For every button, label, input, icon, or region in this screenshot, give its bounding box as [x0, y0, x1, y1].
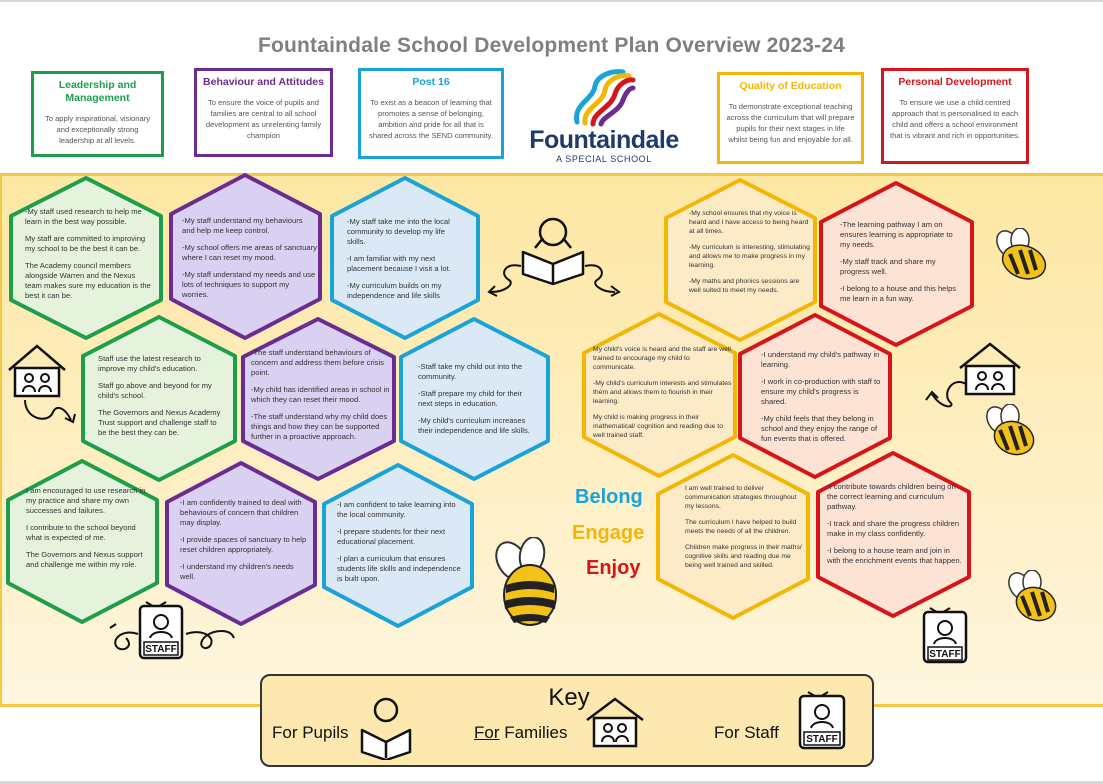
word-enjoy: Enjoy	[586, 557, 641, 579]
hex-y3-line3: Children make progress in their maths/ cognitive skills and reading due me being well trained and skilled.	[685, 544, 802, 569]
key-pupil-icon	[358, 694, 414, 760]
hex-g1-line1: -My staff used research to help me learn in the best way possible.	[25, 207, 142, 226]
hex-b3-line2: -I prepare students for their next educational placement.	[337, 527, 446, 546]
hex-g2-line3: The Governors and Nexus Academy Trust support and challenge staff to be the best they can be.	[98, 408, 221, 437]
word-belong: Belong	[575, 486, 643, 508]
page-title: Fountaindale School Development Plan Overview 2023-24	[257, 34, 846, 57]
hex-b1-line1: -My staff take me into the local community to develop my life skills.	[347, 217, 450, 246]
box-personal-text: To ensure we use a child centred approach that is personalised to each child and offers a school environment that is vibrant and rich in opportunities.	[890, 98, 1021, 140]
hex-b1-line2: -I am familiar with my next placement because I visit a lot.	[347, 254, 451, 273]
key-label-pupils: For Pupils	[272, 723, 349, 742]
bee-icon-top-right	[988, 228, 1052, 284]
key-staff-icon-label: STAFF	[806, 734, 838, 745]
hex-p2-line1: -The staff understand behaviours of concern and address them before crisis point.	[251, 348, 384, 377]
hex-r3-line1: -I contribute towards children being on the correct learning and curriculum pathway.	[827, 482, 956, 511]
key-family-icon	[584, 696, 646, 748]
box-post16-text: To exist as a beacon of learning that promotes a sense of belonging, ambition and pride for all that is shared across the SEND community.	[369, 98, 493, 140]
key-label-families	[474, 723, 568, 743]
hex-r1-line2: -My staff track and share my progress well.	[840, 257, 936, 276]
box-leadership-text: To apply inspirational, visionary and exceptionally strong leadership at all levels.	[44, 114, 151, 145]
family-house-icon-left	[5, 342, 81, 430]
hex-p3-line3: -I understand my children's needs well.	[180, 562, 294, 581]
hex-r3-line2: -I track and share the progress children make in my class confidently.	[827, 519, 960, 538]
hex-r1-line3: -I belong to a house and this helps me learn in a fun way.	[840, 284, 957, 303]
hex-b2-line3: -My child's curriculum increases their independence and life skills.	[418, 416, 530, 435]
hex-g2-line1: Staff use the latest research to improve my child's education.	[98, 354, 201, 373]
bee-icon-large	[484, 537, 574, 629]
hex-post16-families	[398, 316, 551, 482]
box-quality	[717, 72, 864, 164]
key-staff-icon	[796, 688, 848, 750]
hex-b3-line1: -I am confident to take learning into the local community.	[337, 500, 456, 519]
hex-quality-staff	[655, 452, 811, 621]
top-border	[0, 0, 1103, 2]
hex-g1-line2: My staff are committed to improving my school to be the best it can be.	[25, 234, 146, 253]
hex-p3-line2: -I provide spaces of sanctuary to help reset children appropriately.	[180, 535, 307, 554]
hex-p1-line3: -My staff understand my needs and use lots of techniques to support my worries.	[182, 270, 316, 299]
hex-personal-staff	[815, 450, 972, 619]
hex-r1-line1: -The learning pathway I am on ensures learning is appropriate to my needs.	[840, 220, 953, 249]
hex-g3-line3: The Governors and Nexus support and challenge me within my role.	[26, 550, 143, 569]
box-leadership-title: Leadership and Management	[58, 79, 137, 104]
bee-icon-middle-right	[980, 404, 1040, 460]
hex-b2-line1: -Staff take my child out into the community.	[418, 362, 523, 381]
hex-y3-line1: I am well trained to deliver communication strategies throughout my lessons.	[685, 485, 797, 510]
staff-badge-icon-left	[106, 598, 242, 662]
box-behaviour-text: To ensure the voice of pupils and families are central to all school development as unrelenting family champion	[205, 98, 322, 140]
hex-p1-line2: -My school offers me areas of sanctuary where I can reset my mood.	[182, 243, 317, 262]
key-label-staff: For Staff	[714, 723, 779, 742]
hex-y2-line3: My child is making progress in their mathematical/ cognition and reading due to well trained staff.	[593, 414, 723, 439]
hex-p2-line3: -The staff understand why my child does things and how they can be supported further in a proactive approach.	[251, 412, 388, 441]
hex-b3-line3: -I plan a curriculum that ensures students life skills and independence is built upon.	[337, 554, 461, 583]
key-label-families-word: Families	[499, 723, 568, 742]
box-personal-title: Personal Development	[898, 76, 1012, 88]
hex-g3-line2: I contribute to the school beyond what is expected of me.	[26, 523, 136, 542]
hex-y3-line2: The curriculum I have helped to build meets the needs of all the children.	[685, 519, 797, 535]
hex-y1-line2: -My curriculum is interesting, stimulating and allows me to make progress in my learning.	[689, 244, 810, 269]
key-title: Key	[548, 684, 590, 711]
hex-g2-line2: Staff go above and beyond for my child's school.	[98, 381, 212, 400]
box-quality-title: Quality of Education	[739, 80, 842, 92]
word-engage: Engage	[572, 522, 645, 544]
hex-r3-line3: -I belong to a house team and join in with the enrichment events that happen.	[827, 546, 962, 565]
staff-label-left: STAFF	[145, 644, 177, 655]
hex-p1-line1: -My staff understand my behaviours and help me keep control.	[182, 216, 303, 235]
hex-r2-line3: -My child feels that they belong in school and they enjoy the range of fun events that is offered.	[761, 414, 878, 443]
logo-name: Fountaindale	[529, 126, 679, 154]
hex-y1-line1: -My school ensures that my voice is heard and I have access to being heard at all times.	[689, 210, 809, 235]
box-personal	[881, 68, 1029, 164]
hex-r2-line2: -I work in co-production with staff to ensure my child's progress is shared.	[761, 377, 881, 406]
hex-p2-line2: -My child has identified areas in school in which they can reset their mood.	[251, 385, 390, 404]
hex-b2-line2: -Staff prepare my child for their next steps in education.	[418, 389, 523, 408]
box-post16	[358, 68, 504, 159]
logo-swirl-icon	[515, 66, 693, 128]
key-label-families-for: For	[474, 723, 500, 742]
family-house-icon-right	[912, 340, 1022, 414]
hex-behaviour-families	[240, 316, 397, 482]
hex-y2-line1: My child's voice is heard and the staff are well trained to encourage my child to communicate.	[593, 346, 731, 371]
hex-g3-line1: I am encouraged to use research in my practice and share my own successes and failures.	[26, 486, 146, 515]
hex-r2-line1: -I understand my child's pathway in learning.	[761, 350, 880, 369]
bee-icon-bottom-right	[1002, 570, 1062, 626]
hex-y2-line2: -My child's curriculum interests and stimulates them and allows them to flourish in their learning.	[593, 380, 732, 405]
logo-subtitle: A SPECIAL SCHOOL	[556, 154, 652, 164]
staff-badge-icon-right	[918, 604, 972, 664]
box-behaviour-title: Behaviour and Attitudes	[203, 76, 324, 88]
hex-p3-line1: -I am confidently trained to deal with behaviours of concern that children may display.	[180, 498, 302, 527]
hex-g1-line3: The Academy council members alongside Warren and the Nexus team makes sure my education is the best it can be.	[25, 261, 151, 300]
staff-label-right: STAFF	[929, 649, 961, 660]
school-logo	[515, 66, 693, 168]
key-legend	[260, 674, 874, 767]
pupil-reading-icon	[485, 212, 625, 304]
box-post16-title: Post 16	[412, 76, 450, 88]
hex-b1-line3: -My curriculum builds on my independence and life skills	[347, 281, 442, 300]
box-behaviour	[194, 68, 333, 157]
hex-y1-line3: -My maths and phonics sessions are well suited to meet my needs.	[689, 278, 800, 294]
hex-post16-staff	[321, 462, 475, 629]
box-leadership	[31, 71, 164, 157]
box-quality-text: To demonstrate exceptional teaching across the curriculum that will prepare pupils for their next stages in life whilst being fun and enjoyable for all.	[726, 102, 855, 144]
